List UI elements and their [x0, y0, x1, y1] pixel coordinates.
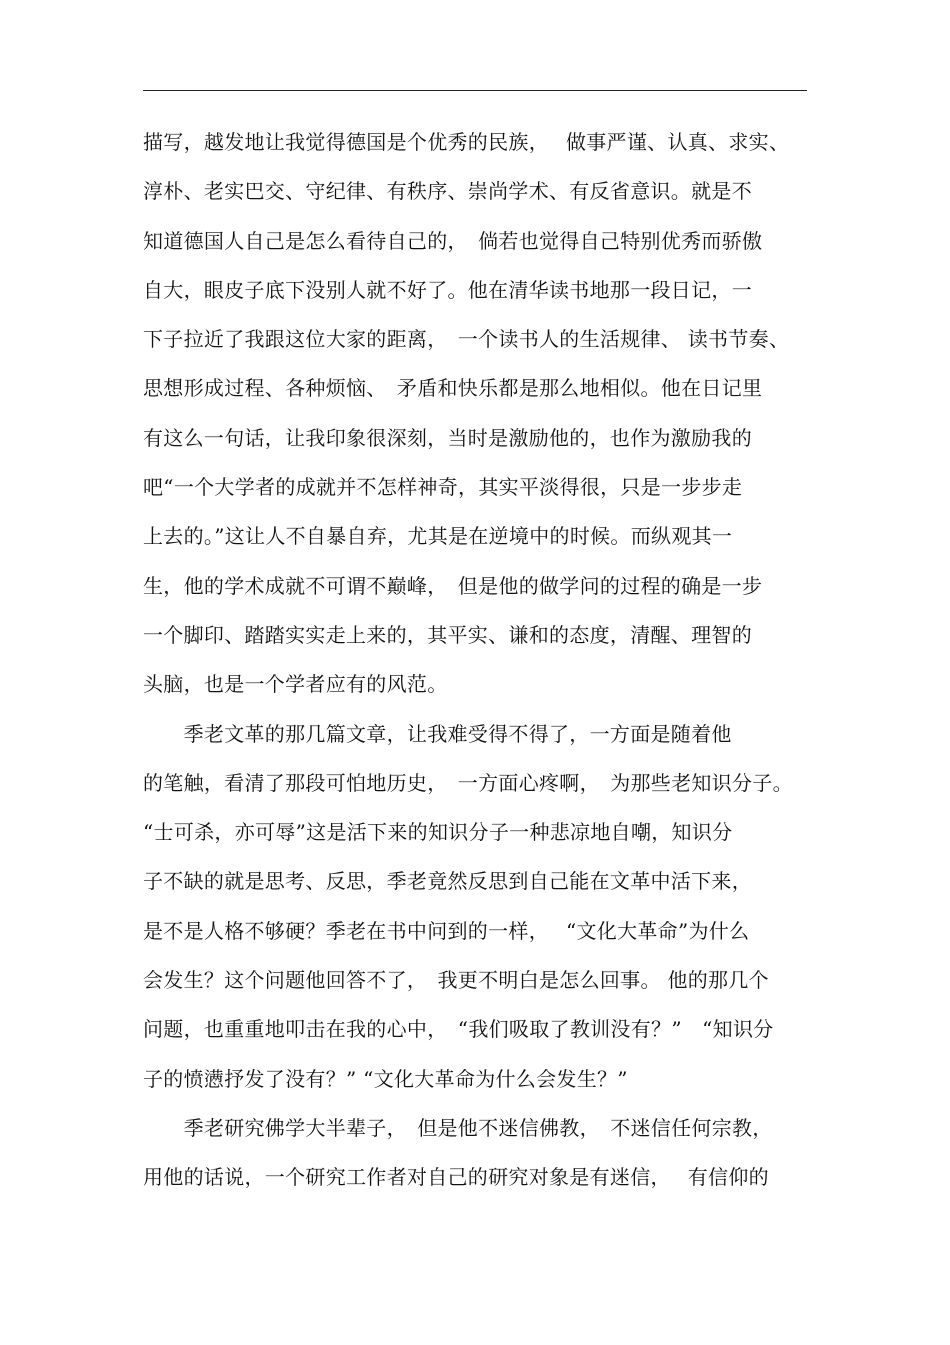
text-line: 子的愤懑抒发了没有？” “文化大革命为什么会发生？” [143, 1066, 628, 1091]
text-line: 会发生？这个问题他回答不了， 我更不明白是怎么回事。 他的那几个 [143, 968, 769, 993]
text-line: 自大，眼皮子底下没别人就不好了。他在清华读书地那一段日记，一 [143, 277, 752, 302]
text-line: 的笔触，看清了那段可怕地历史， 一方面心疼啊， 为那些老知识分子。 [143, 770, 793, 795]
text-line: 季老研究佛学大半辈子， 但是他不迷信佛教， 不迷信任何宗教， [143, 1115, 773, 1140]
text-line: 思想形成过程、各种烦恼、 矛盾和快乐都是那么地相似。他在日记里 [143, 376, 763, 401]
text-line: 是不是人格不够硬？季老在书中问到的一样， “文化大革命”为什么 [143, 918, 750, 943]
text-line: 描写，越发地让我觉得德国是个优秀的民族， 做事严谨、认真、求实、 [143, 130, 790, 154]
text-line: 用他的话说，一个研究工作者对自己的研究对象是有迷信， 有信仰的 [143, 1165, 769, 1190]
text-body [143, 124, 823, 1209]
text-line: 淳朴、老实巴交、守纪律、有秩序、崇尚学术、有反省意识。就是不 [143, 179, 752, 204]
text-line: “士可杀，亦可辱”这是活下来的知识分子一种悲凉地自嘲，知识分 [143, 820, 733, 845]
text-line: 有这么一句话，让我印象很深刻，当时是激励他的，也作为激励我的 [143, 425, 752, 450]
text-line: 知道德国人自己是怎么看待自己的， 倘若也觉得自己特别优秀而骄傲 [143, 228, 763, 253]
text-line: 下子拉近了我跟这位大家的距离， 一个读书人的生活规律、 读书节奏、 [143, 327, 790, 352]
header-rule [143, 90, 807, 91]
text-line: 生，他的学术成就不可谓不巅峰， 但是他的做学问的过程的确是一步 [143, 573, 763, 598]
text-line: 上去的。”这让人不自暴自弃，尤其是在逆境中的时候。而纵观其一 [143, 524, 733, 549]
text-line: 季老文革的那几篇文章，让我难受得不得了，一方面是随着他 [143, 721, 732, 746]
text-line: 吧“一个大学者的成就并不怎样神奇，其实平淡得很，只是一步步走 [143, 475, 743, 500]
text-line: 问题，也重重地叩击在我的心中， “我们吸取了教训没有？” “知识分 [143, 1017, 774, 1042]
text-line: 头脑，也是一个学者应有的风范。 [143, 672, 448, 697]
text-line: 一个脚印、踏踏实实走上来的，其平实、谦和的态度，清醒、理智的 [143, 622, 752, 647]
text-line: 子不缺的就是思考、反思，季老竟然反思到自己能在文革中活下来， [143, 869, 752, 894]
